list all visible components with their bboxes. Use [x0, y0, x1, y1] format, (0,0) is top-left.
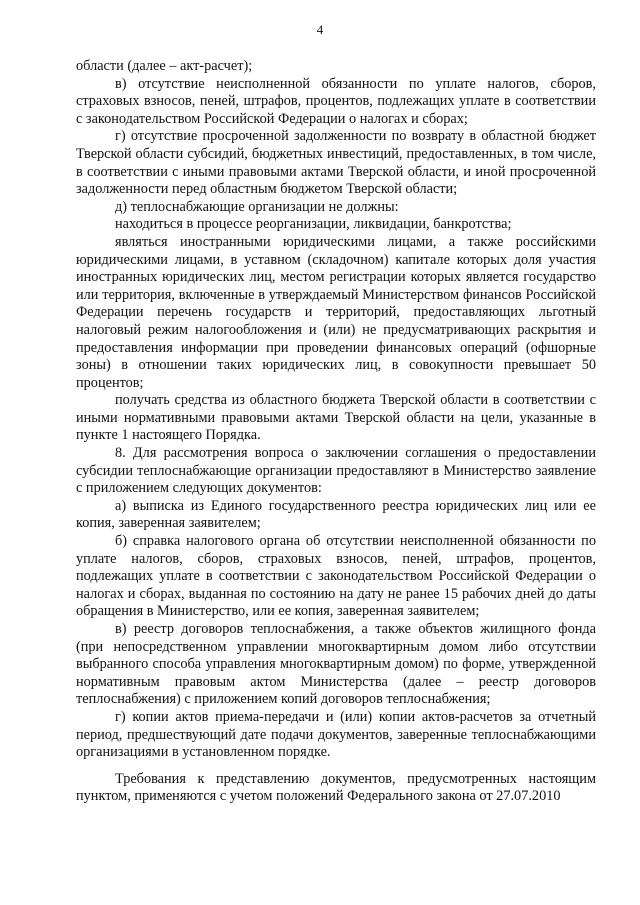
document-body	[76, 58, 596, 810]
paragraph-13: Требования к представлению документов, предусмотренных настоящим пунктом, применяются с учетом положений Федерального закона от 27.07.2010	[76, 770, 596, 805]
paragraph-4: д) теплоснабжающие организации не должны:	[115, 198, 399, 215]
paragraph-8: 8. Для рассмотрения вопроса о заключении соглашения о предоставлении субсидии теплоснабжающие организации предоставляют в Министерство заявление с приложением следующих документов:	[76, 445, 596, 497]
paragraph-10: б) справка налогового органа об отсутствии неисполненной обязанности по уплате налогов, сборов, страховых взносов, пеней, штрафов, процентов, подлежащих уплате в соответствии с законодательством Российской Федерации о налогах и сборах, выданная по состоянию на дату не ранее 15 рабочих дней до даты обращения в Министерство, или ее копия, заверенная заявителем;	[76, 533, 596, 620]
paragraph-11: в) реестр договоров теплоснабжения, а также объектов жилищного фонда (при непосредственном управлении многоквартирным домом либо отсутствии выбранного способа управления многоквартирным домом) по форме, утвержденной нормативным правовым актом Министерства (далее – реестр договоров теплоснабжения) с приложением копий договоров теплоснабжения;	[76, 621, 596, 708]
paragraph-7: получать средства из областного бюджета Тверской области в соответствии с иными нормативными правовыми актами Тверской области на цели, указанные в пункте 1 настоящего Порядка.	[76, 392, 596, 444]
paragraph-1: области (далее – акт-расчет);	[76, 58, 253, 74]
paragraph-12: г) копии актов приема-передачи и (или) копии актов-расчетов за отчетный период, предшествующий дате подачи документов, заверенные теплоснабжающими организациями в установленном порядке.	[76, 708, 596, 761]
paragraph-5: находиться в процессе реорганизации, ликвидации, банкротства;	[115, 216, 512, 233]
paragraph-9: а) выписка из Единого государственного реестра юридических лиц или ее копия, заверенная заявителем;	[76, 497, 596, 532]
paragraph-3: г) отсутствие просроченной задолженности по возврату в областной бюджет Тверской области субсидий, бюджетных инвестиций, предоставленных, в том числе, в соответствии с иными правовыми актами Тверской области, и иной просроченной задолженности перед областным бюджетом Тверской области;	[76, 128, 596, 198]
bottom-spacer	[76, 806, 596, 810]
paragraph-6: являться иностранными юридическими лицами, а также российскими юридическими лицами, в уставном (складочном) капитале которых доля участия иностранных юридических лиц, местом регистрации которых является государство или территория, включенные в утверждаемый Министерством финансов Российской Федерации перечень государств и территорий, предоставляющих льготный налоговый режим налогообложения и (или) не предусматривающих раскрытия и предоставления информации при проведении финансовых операций (офшорные зоны) в отношении таких юридических лиц, в совокупности превышает 50 процентов;	[76, 233, 596, 391]
page-number: 4	[316, 22, 324, 37]
paragraph-2: в) отсутствие неисполненной обязанности по уплате налогов, сборов, страховых взносов, пеней, штрафов, процентов, подлежащих уплате в соответствии с законодательством Российской Федерации о налогах и сборах;	[76, 75, 596, 127]
